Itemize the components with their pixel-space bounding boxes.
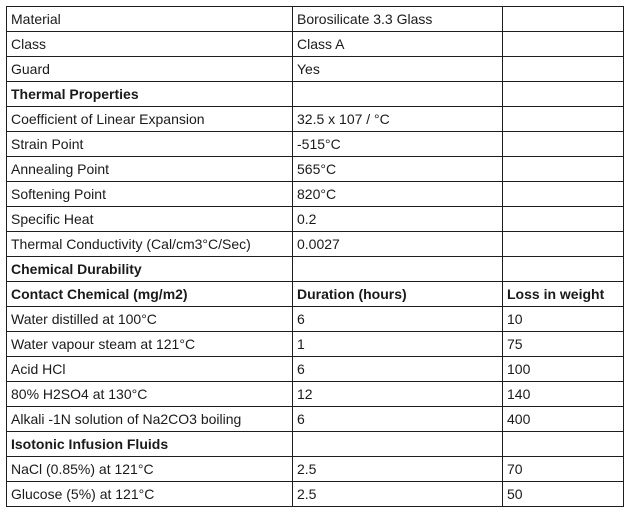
table-row [7, 182, 624, 207]
property-cell: Guard [7, 57, 293, 82]
value-cell: 32.5 x 107 / °C [293, 107, 503, 132]
extra-cell: 50 [503, 482, 624, 507]
value-cell: 0.2 [293, 207, 503, 232]
extra-cell [503, 132, 624, 157]
property-cell: Strain Point [7, 132, 293, 157]
value-cell [293, 257, 503, 282]
table-row [7, 7, 624, 32]
property-cell: Alkali -1N solution of Na2CO3 boiling [7, 407, 293, 432]
extra-cell: 100 [503, 357, 624, 382]
specification-table [6, 6, 624, 507]
value-cell: Duration (hours) [293, 282, 503, 307]
value-cell: 565°C [293, 157, 503, 182]
extra-cell: 400 [503, 407, 624, 432]
extra-cell: 10 [503, 307, 624, 332]
table-row [7, 357, 624, 382]
extra-cell: Loss in weight [503, 282, 624, 307]
property-cell: Thermal Conductivity (Cal/cm3°C/Sec) [7, 232, 293, 257]
table-row [7, 32, 624, 57]
table-row [7, 307, 624, 332]
extra-cell [503, 107, 624, 132]
value-cell: 0.0027 [293, 232, 503, 257]
property-cell: Water distilled at 100°C [7, 307, 293, 332]
property-cell: Softening Point [7, 182, 293, 207]
table-row [7, 332, 624, 357]
value-cell [293, 82, 503, 107]
table-row [7, 132, 624, 157]
table-row [7, 482, 624, 507]
property-cell: Water vapour steam at 121°C [7, 332, 293, 357]
property-cell: 80% H2SO4 at 130°C [7, 382, 293, 407]
value-cell: 6 [293, 407, 503, 432]
value-cell: 1 [293, 332, 503, 357]
extra-cell: 70 [503, 457, 624, 482]
table-row [7, 457, 624, 482]
extra-cell [503, 157, 624, 182]
value-cell [293, 432, 503, 457]
property-cell: Specific Heat [7, 207, 293, 232]
value-cell: Class A [293, 32, 503, 57]
table-row [7, 57, 624, 82]
extra-cell [503, 432, 624, 457]
extra-cell [503, 182, 624, 207]
value-cell: 12 [293, 382, 503, 407]
extra-cell [503, 7, 624, 32]
property-cell: Chemical Durability [7, 257, 293, 282]
extra-cell: 75 [503, 332, 624, 357]
property-cell: Contact Chemical (mg/m2) [7, 282, 293, 307]
property-cell: Coefficient of Linear Expansion [7, 107, 293, 132]
value-cell: 820°C [293, 182, 503, 207]
section-header-row [7, 82, 624, 107]
extra-cell [503, 57, 624, 82]
property-cell: Isotonic Infusion Fluids [7, 432, 293, 457]
value-cell: Yes [293, 57, 503, 82]
value-cell: 6 [293, 307, 503, 332]
table-row [7, 107, 624, 132]
table-row [7, 407, 624, 432]
property-cell: Glucose (5%) at 121°C [7, 482, 293, 507]
extra-cell [503, 257, 624, 282]
table-row [7, 382, 624, 407]
value-cell: 2.5 [293, 482, 503, 507]
property-cell: Acid HCl [7, 357, 293, 382]
value-cell: 2.5 [293, 457, 503, 482]
extra-cell [503, 207, 624, 232]
section-header-row [7, 282, 624, 307]
extra-cell: 140 [503, 382, 624, 407]
table-row [7, 232, 624, 257]
extra-cell [503, 82, 624, 107]
extra-cell [503, 232, 624, 257]
property-cell: NaCl (0.85%) at 121°C [7, 457, 293, 482]
table-body [7, 7, 624, 507]
extra-cell [503, 32, 624, 57]
value-cell: Borosilicate 3.3 Glass [293, 7, 503, 32]
property-cell: Material [7, 7, 293, 32]
property-cell: Annealing Point [7, 157, 293, 182]
section-header-row [7, 257, 624, 282]
property-cell: Thermal Properties [7, 82, 293, 107]
value-cell: 6 [293, 357, 503, 382]
table-row [7, 157, 624, 182]
section-header-row [7, 432, 624, 457]
value-cell: -515°C [293, 132, 503, 157]
table-row [7, 207, 624, 232]
property-cell: Class [7, 32, 293, 57]
